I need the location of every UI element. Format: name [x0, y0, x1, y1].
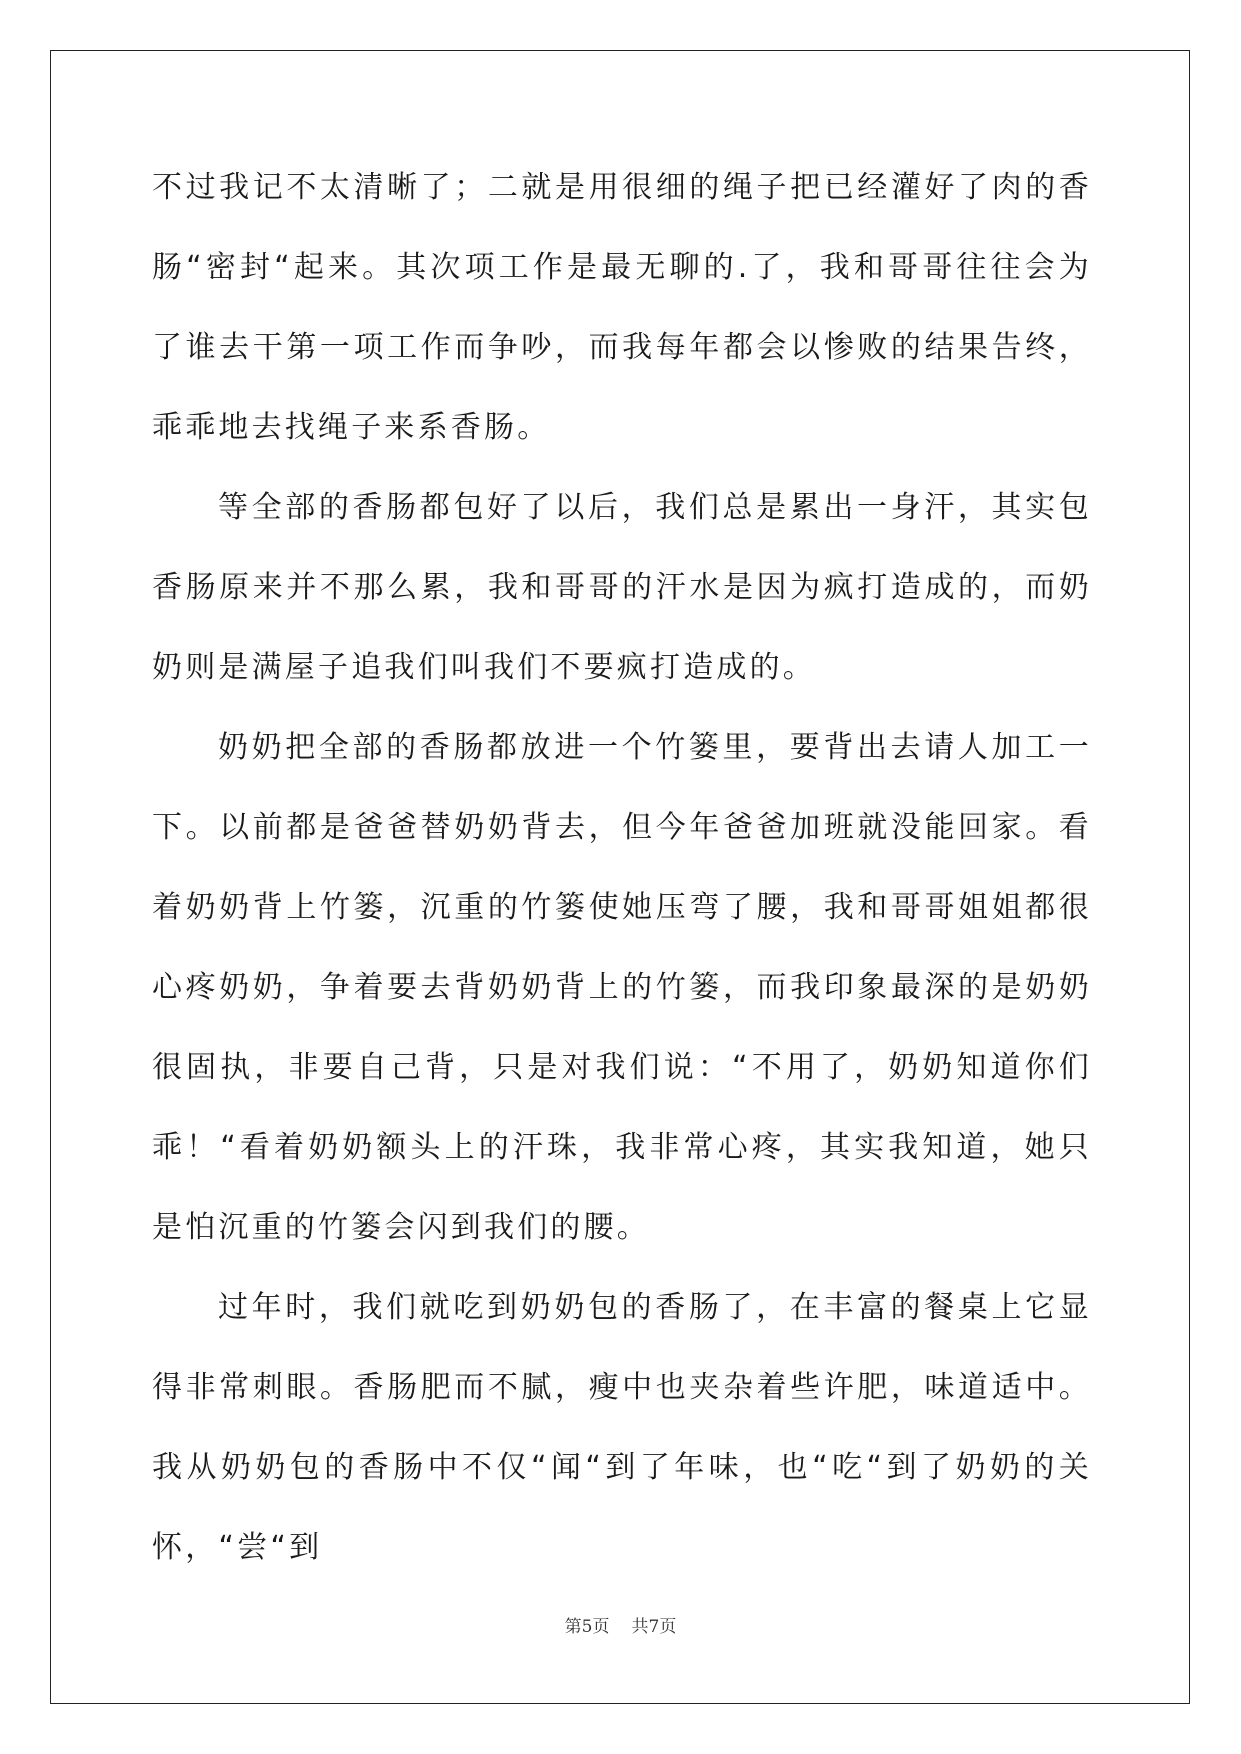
- paragraph-4: 过年时，我们就吃到奶奶包的香肠了，在丰富的餐桌上它显得非常刺眼。香肠肥而不腻，瘦中也夹杂着些许肥，味道适中。我从奶奶包的香肠中不仅“闻“到了年味，也“吃“到了奶奶的关怀，“尝“到: [152, 1290, 1092, 1565]
- page-number-total: 共7页: [631, 1617, 677, 1637]
- paragraph-2: 等全部的香肠都包好了以后，我们总是累出一身汗，其实包香肠原来并不那么累，我和哥哥的汗水是因为疯打造成的，而奶奶则是满屋子追我们叫我们不要疯打造成的。: [152, 490, 1092, 685]
- document-body: [152, 148, 1092, 1588]
- page-footer: [0, 1612, 1241, 1637]
- paragraph-1: 不过我记不太清晰了；二就是用很细的绳子把已经灌好了肉的香肠“密封“起来。其次项工作是最无聊的.了，我和哥哥往往会为了谁去干第一项工作而争吵，而我每年都会以惨败的结果告终，乖乖地去找绳子来系香肠。: [152, 170, 1092, 445]
- page-number-current: 第5页: [564, 1617, 610, 1637]
- paragraph-3: 奶奶把全部的香肠都放进一个竹篓里，要背出去请人加工一下。以前都是爸爸替奶奶背去，但今年爸爸加班就没能回家。看着奶奶背上竹篓，沉重的竹篓使她压弯了腰，我和哥哥姐姐都很心疼奶奶，争着要去背奶奶背上的竹篓，而我印象最深的是奶奶很固执，非要自己背，只是对我们说：“不用了，奶奶知道你们乖！“看着奶奶额头上的汗珠，我非常心疼，其实我知道，她只是怕沉重的竹篓会闪到我们的腰。: [152, 730, 1092, 1245]
